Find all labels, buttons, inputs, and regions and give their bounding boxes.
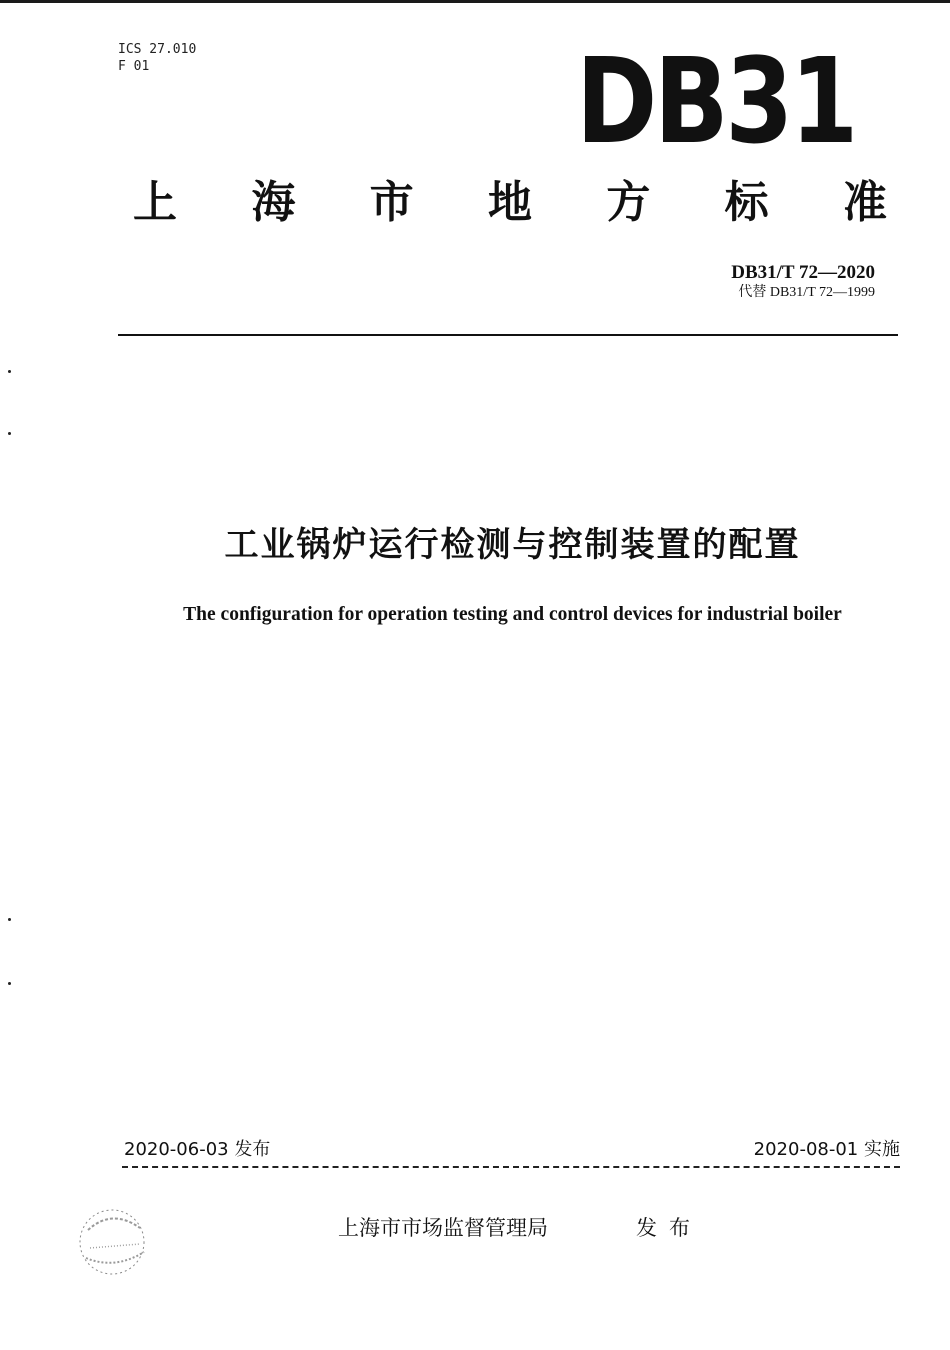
issue-label: 发布 <box>636 1216 702 1240</box>
standard-type-char: 上 <box>133 177 177 228</box>
footer-divider <box>122 1166 900 1168</box>
document-title-chinese: 工业锅炉运行检测与控制装置的配置 <box>224 525 801 565</box>
standard-number: DB31/T 72—2020 <box>731 262 875 283</box>
document-title-english: The configuration for operation testing and control devices for industrial boiler <box>183 604 842 625</box>
scan-speck <box>8 982 11 985</box>
issuing-authority: 上海市市场监督管理局 <box>338 1216 548 1240</box>
standard-type-char: 标 <box>724 177 769 228</box>
replaces-standard: 代替 DB31/T 72—1999 <box>738 285 875 300</box>
standard-type-char: 准 <box>842 177 887 228</box>
standard-type-char: 地 <box>487 177 532 228</box>
classification-codes <box>118 41 196 75</box>
standard-type-char: 方 <box>606 177 651 228</box>
scan-speck <box>8 918 11 921</box>
scan-speck <box>8 370 11 373</box>
effective-date: 2020-08-01 实施 <box>753 1139 900 1160</box>
watermark-stamp-icon <box>70 1200 160 1285</box>
publish-date: 2020-06-03 发布 <box>124 1139 271 1160</box>
header-divider <box>118 334 898 336</box>
scan-speck <box>8 432 11 435</box>
ics-code: ICS 27.010 <box>118 42 197 57</box>
db31-logo: DB31 <box>576 32 855 170</box>
standard-type-title <box>125 175 895 231</box>
ccs-code: F 01 <box>118 59 150 74</box>
standard-type-char: 海 <box>251 177 296 228</box>
standard-number-block <box>731 262 875 302</box>
top-border-line <box>0 0 950 3</box>
standard-type-char: 市 <box>369 177 414 228</box>
